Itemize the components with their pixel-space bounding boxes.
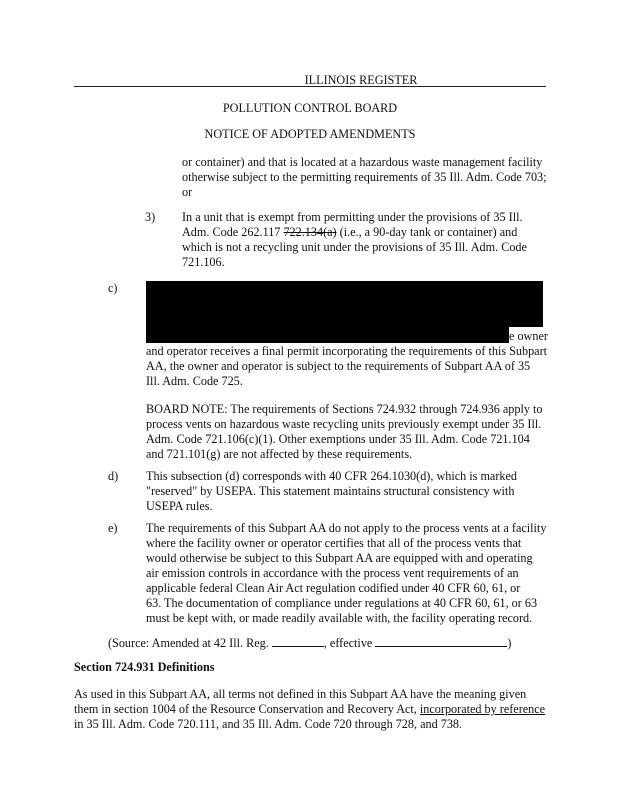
item-e-line-6: 63. The documentation of compliance under regulations at 40 CFR 60, 61, or 63 bbox=[146, 596, 538, 610]
item-e-line-1: The requirements of this Subpart AA do not apply to the process vents at a facility bbox=[146, 521, 547, 535]
item-d-number: d) bbox=[108, 469, 119, 483]
item-e-line-4: air emission controls in accordance with the process vent requirements of an bbox=[146, 566, 519, 580]
item-3-line-2-b: (i.e., a 90-day tank or container) and bbox=[336, 225, 518, 239]
redaction-block-3 bbox=[146, 311, 543, 327]
section-line-2-a: them in section 1004 of the Resource Conservation and Recovery Act, bbox=[74, 702, 420, 716]
item-3-line-2-a: Adm. Code 262.117 bbox=[182, 225, 284, 239]
item-d-line-3: USEPA rules. bbox=[146, 499, 213, 513]
item-c-number: c) bbox=[108, 281, 118, 295]
item-c-line-8: Ill. Adm. Code 725. bbox=[146, 374, 243, 388]
item-d-line-1: This subsection (d) corresponds with 40 CFR 264.1030(d), which is marked bbox=[146, 469, 517, 483]
section-heading: Section 724.931 Definitions bbox=[74, 660, 215, 674]
board-note-line-1: BOARD NOTE: The requirements of Sections 724.932 through 724.936 apply to bbox=[146, 402, 543, 416]
header-rule-left bbox=[74, 86, 176, 87]
source-close-paren: ) bbox=[507, 636, 512, 650]
notice-title: NOTICE OF ADOPTED AMENDMENTS bbox=[204, 127, 416, 141]
cont-line-1: or container) and that is located at a hazardous waste management facility bbox=[182, 155, 543, 169]
cont-line-2: otherwise subject to the permitting requirements of 35 Ill. Adm. Code 703; bbox=[182, 170, 547, 184]
section-line-1: As used in this Subpart AA, all terms not defined in this Subpart AA have the meaning given bbox=[74, 687, 527, 701]
redaction-block-1 bbox=[146, 281, 543, 297]
source-effective-text: , effective bbox=[323, 636, 373, 650]
cont-line-3: or bbox=[182, 185, 193, 199]
source-line bbox=[108, 634, 511, 651]
board-note-line-3: Adm. Code 721.106(c)(1). Other exemptions under 35 Ill. Adm. Code 721.104 bbox=[146, 432, 530, 446]
item-e-line-5: applicable federal Clean Air Act regulation codified under 40 CFR 60, 61, or bbox=[146, 581, 521, 595]
item-3-line-2 bbox=[182, 225, 517, 240]
item-e-line-3: would otherwise be subject to this Subpart AA are equipped with and operating bbox=[146, 551, 533, 565]
item-d-line-2: "reserved" by USEPA. This statement maintains structural consistency with bbox=[146, 484, 515, 498]
item-e-number: e) bbox=[108, 521, 118, 535]
source-amended-text: (Source: Amended at 42 Ill. Reg. bbox=[108, 636, 269, 650]
section-line-3: in 35 Ill. Adm. Code 720.111, and 35 Ill. Adm. Code 720 through 728, and 738. bbox=[74, 717, 463, 731]
board-note-line-2: process vents on hazardous waste recycling units previously exempt under 35 Ill. bbox=[146, 417, 542, 431]
redaction-block-2 bbox=[146, 296, 543, 312]
item-c-line-6: and operator receives a final permit incorporating the requirements of this Subpart bbox=[146, 344, 548, 358]
section-line-2 bbox=[74, 702, 545, 717]
item-3-struck-citation: 722.134(a) bbox=[283, 225, 337, 239]
source-date-blank bbox=[375, 634, 507, 647]
board-title: POLLUTION CONTROL BOARD bbox=[222, 101, 398, 115]
item-3-line-1: In a unit that is exempt from permitting under the provisions of 35 Ill. bbox=[182, 210, 523, 224]
source-reg-blank bbox=[272, 634, 324, 647]
item-e-line-2: where the facility owner or operator certifies that all of the process vents that bbox=[146, 536, 522, 550]
register-title: ILLINOIS REGISTER bbox=[304, 73, 418, 87]
item-3-number: 3) bbox=[145, 210, 156, 224]
section-underlined-phrase: incorporated by reference bbox=[419, 702, 546, 716]
item-c-line-5-tail: e owner bbox=[509, 329, 548, 343]
redaction-block-4 bbox=[146, 326, 509, 343]
board-note-line-4: and 721.101(g) are not affected by these requirements. bbox=[146, 447, 413, 461]
item-c-line-7: AA, the owner and operator is subject to the requirements of Subpart AA of 35 bbox=[146, 359, 531, 373]
item-e-line-7: must be kept with, or made readily available with, the facility operating record. bbox=[146, 611, 533, 625]
item-3-line-3: which is not a recycling unit under the provisions of 35 Ill. Adm. Code bbox=[182, 240, 527, 254]
item-3-line-4: 721.106. bbox=[182, 255, 225, 269]
